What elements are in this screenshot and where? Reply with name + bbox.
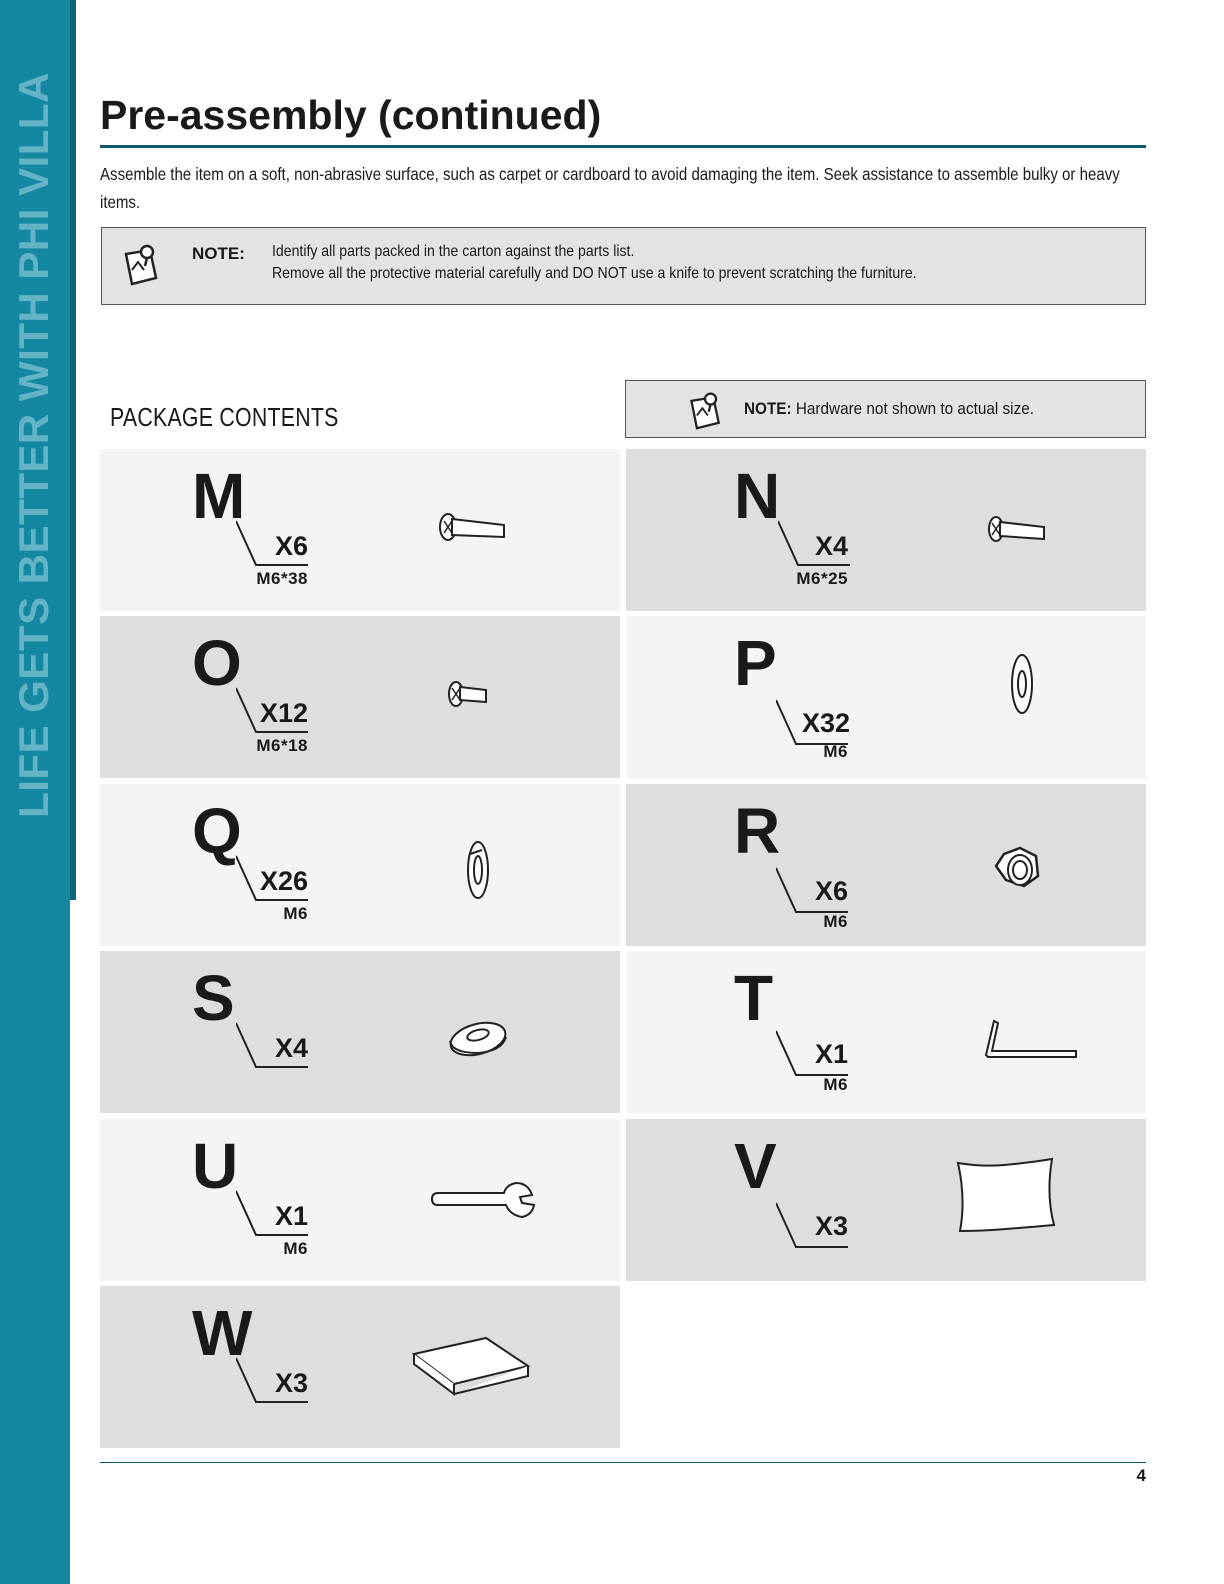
part-quantity: X4: [274, 1033, 308, 1063]
part-cell-m: [100, 449, 620, 611]
pushpin-note-icon: [120, 240, 164, 288]
part-letter: O: [192, 627, 242, 699]
part-letter: P: [734, 627, 777, 699]
medium-bolt-icon: [966, 475, 1106, 575]
hardware-note-label: NOTE:: [744, 399, 792, 418]
part-spec: M6: [823, 1075, 848, 1094]
part-cell-s: [100, 951, 620, 1113]
short-bolt-icon: [420, 646, 560, 746]
part-letter: R: [734, 795, 781, 867]
part-spec: M6*25: [796, 569, 848, 588]
note-line-2: Remove all the protective material carefully and DO NOT use a knife to prevent scratching the furniture.: [272, 265, 917, 282]
part-quantity: X6: [274, 531, 308, 561]
part-spec: M6*18: [256, 736, 308, 755]
intro-text: Assemble the item on a soft, non-abrasive surface, such as carpet or cardboard to avoid damaging the item. Seek assistance to assemble bulky or heavy items.: [100, 164, 1120, 212]
part-spec: M6: [283, 904, 308, 923]
part-cell-q: [100, 784, 620, 946]
part-quantity: X4: [814, 531, 848, 561]
sidebar-accent: [70, 0, 76, 900]
note-lines: [272, 241, 917, 285]
part-letter: T: [734, 962, 774, 1034]
round-pad-icon: [420, 991, 560, 1091]
part-letter: V: [734, 1130, 777, 1202]
page-title: Pre-assembly (continued): [100, 92, 602, 138]
part-spec: M6: [283, 1239, 308, 1258]
note-box: [101, 227, 1146, 305]
part-quantity: X32: [801, 708, 850, 738]
long-bolt-icon: [420, 479, 560, 579]
part-cell-n: [626, 449, 1146, 611]
part-letter: Q: [192, 795, 242, 867]
part-spec: M6: [823, 912, 848, 931]
part-spec: M6*38: [256, 569, 308, 588]
part-letter: N: [734, 460, 781, 532]
part-quantity: X1: [274, 1201, 308, 1231]
page-number: 4: [1136, 1466, 1146, 1485]
allen-key-icon: [976, 991, 1086, 1091]
hardware-note-body: Hardware not shown to actual size.: [791, 399, 1034, 418]
sidebar-tagline-wrap: [0, 0, 70, 818]
wrench-icon: [428, 1153, 538, 1253]
square-pad-icon: [410, 1320, 540, 1420]
part-cell-t: [626, 951, 1146, 1113]
part-letter: W: [192, 1297, 253, 1369]
part-spec: M6: [823, 742, 848, 761]
flat-washer-icon: [956, 646, 1096, 746]
part-quantity: X12: [259, 698, 308, 728]
title-divider: [100, 145, 1146, 148]
part-letter: M: [192, 460, 246, 532]
package-contents-heading: PACKAGE CONTENTS: [110, 402, 339, 432]
pushpin-note-icon: [686, 387, 726, 433]
hardware-note-text: [744, 399, 1034, 419]
hardware-note-box: [625, 380, 1146, 438]
spring-washer-icon: [420, 814, 560, 914]
footer-divider: [100, 1462, 1146, 1463]
cushion-icon: [952, 1155, 1062, 1255]
part-cell-p: [626, 616, 1146, 778]
part-letter: U: [192, 1130, 239, 1202]
part-quantity: X6: [814, 876, 848, 906]
part-cell-w: [100, 1286, 620, 1448]
part-quantity: X26: [259, 866, 308, 896]
part-cell-v: [626, 1119, 1146, 1281]
hex-nut-icon: [956, 818, 1096, 918]
part-cell-o: [100, 616, 620, 778]
part-cell-r: [626, 784, 1146, 946]
part-quantity: X3: [814, 1211, 848, 1241]
sidebar-tagline: LIFE GETS BETTER WITH PHI VILLA: [10, 72, 57, 818]
note-label: NOTE:: [192, 244, 245, 263]
part-cell-u: [100, 1119, 620, 1281]
part-quantity: X1: [814, 1039, 848, 1069]
part-letter: S: [192, 962, 235, 1034]
note-line-1: Identify all parts packed in the carton against the parts list.: [272, 243, 635, 260]
part-quantity: X3: [274, 1368, 308, 1398]
